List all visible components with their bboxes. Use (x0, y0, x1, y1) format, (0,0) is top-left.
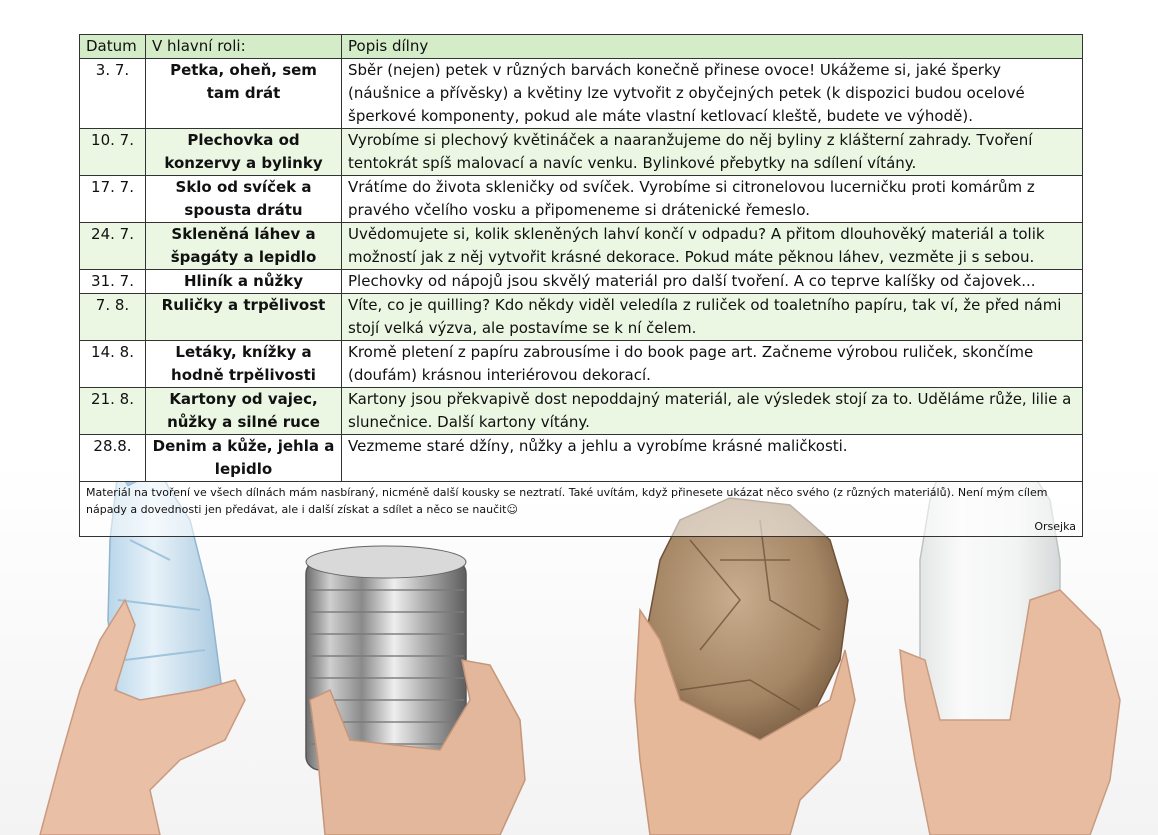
row-description: Vyrobíme si plechový květináček a naaranžujeme do něj byliny z klášterní zahrady. Tvoření tentokrát spíš malovací a navíc venku. Bylinkové přebytky na sdílení vítány. (342, 129, 1083, 176)
row-description: Plechovky od nápojů jsou skvělý materiál pro další tvoření. A co teprve kalíšky od čajovek... (342, 270, 1083, 294)
row-role: Skleněná láhev a špagáty a lepidlo (146, 223, 342, 270)
header-row (80, 35, 1083, 59)
row-description: Sběr (nejen) petek v různých barvách konečně přinese ovoce! Ukážeme si, jaké šperky (náušnice a přívěsky) a květiny lze vytvořit z obyčejných petek (k dispozici budou ocelové šperkové komponenty, pokud ale máte vlastní ketlovací kleště, budete ve výhodě). (342, 59, 1083, 129)
row-description: Kartony jsou překvapivě dost nepoddajný materiál, ale výsledek stojí za to. Uděláme růže, lilie a slunečnice. Další kartony vítány. (342, 388, 1083, 435)
row-date: 31. 7. (80, 270, 146, 294)
row-date: 24. 7. (80, 223, 146, 270)
table-row (80, 341, 1083, 388)
row-description: Uvědomujete si, kolik skleněných lahví končí v odpadu? A přitom dlouhověký materiál a tolik možností jak z něj vytvořit krásné dekorace. Pokud máte pěknou láhev, vezměte ji s sebou. (342, 223, 1083, 270)
row-description: Vrátíme do života skleničky od svíček. Vyrobíme si citronelovou lucerničku proti komárům z pravého včelího vosku a připomeneme si drátenické řemeslo. (342, 176, 1083, 223)
row-role: Letáky, knížky a hodně trpělivosti (146, 341, 342, 388)
row-date: 21. 8. (80, 388, 146, 435)
footer-cell (80, 482, 1083, 537)
row-role: Denim a kůže, jehla a lepidlo (146, 435, 342, 482)
table-row (80, 129, 1083, 176)
row-role: Petka, oheň, sem tam drát (146, 59, 342, 129)
row-description: Vezmeme staré džíny, nůžky a jehlu a vyrobíme krásné maličkosti. (342, 435, 1083, 482)
table-row (80, 388, 1083, 435)
row-description: Víte, co je quilling? Kdo někdy viděl veledíla z ruliček od toaletního papíru, tak ví, že před námi stojí velká výzva, ale postavíme se k ní čelem. (342, 294, 1083, 341)
table-row (80, 294, 1083, 341)
column-header-description: Popis dílny (342, 35, 1083, 59)
column-header-role: V hlavní roli: (146, 35, 342, 59)
table-row (80, 435, 1083, 482)
row-date: 17. 7. (80, 176, 146, 223)
row-description: Kromě pletení z papíru zabrousíme i do book page art. Začneme výrobou ruliček, skončíme (doufám) krásnou interiérovou dekorací. (342, 341, 1083, 388)
row-date: 7. 8. (80, 294, 146, 341)
table-row (80, 270, 1083, 294)
row-date: 28.8. (80, 435, 146, 482)
workshop-schedule-table (79, 34, 1083, 537)
column-header-date: Datum (80, 35, 146, 59)
table-row (80, 176, 1083, 223)
row-role: Kartony od vajec, nůžky a silné ruce (146, 388, 342, 435)
row-date: 10. 7. (80, 129, 146, 176)
footer-note: Materiál na tvoření ve všech dílnách mám nasbíraný, nicméně další kousky se neztratí. Také uvítám, když přinesete ukázat něco svého (z různých materiálů). Není mým cílem nápady a dovednosti jen předávat, ale i další získat a sdílet a něco se naučit☺ (86, 486, 1048, 516)
table-row (80, 59, 1083, 129)
footer-row (80, 482, 1083, 537)
row-role: Ruličky a trpělivost (146, 294, 342, 341)
table-row (80, 223, 1083, 270)
signature: Orsejka (1034, 520, 1076, 533)
row-role: Plechovka od konzervy a bylinky (146, 129, 342, 176)
row-date: 14. 8. (80, 341, 146, 388)
row-role: Sklo od svíček a spousta drátu (146, 176, 342, 223)
row-date: 3. 7. (80, 59, 146, 129)
row-role: Hliník a nůžky (146, 270, 342, 294)
